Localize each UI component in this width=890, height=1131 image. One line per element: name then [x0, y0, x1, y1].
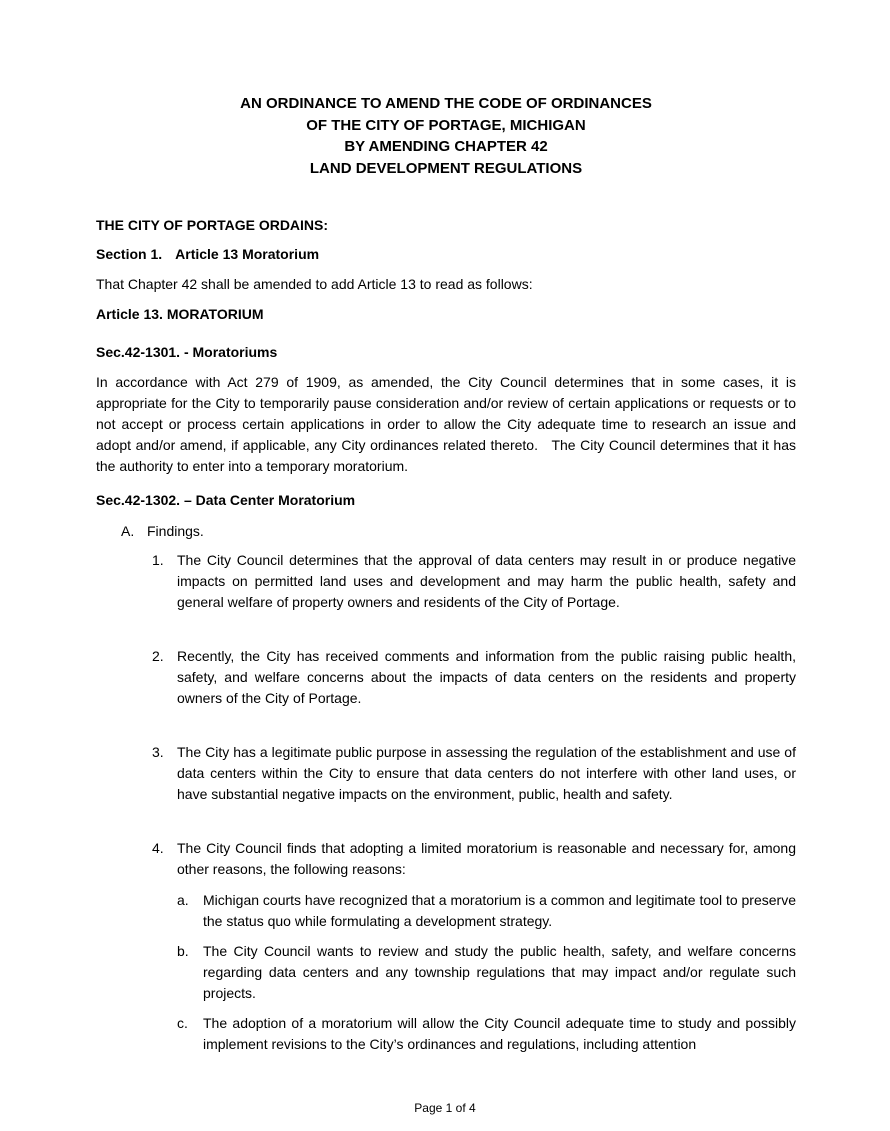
- lettered-item-b: [96, 941, 796, 1004]
- title-line-1: AN ORDINANCE TO AMEND THE CODE OF ORDINANCES: [240, 95, 652, 112]
- item-text: The City has a legitimate public purpose in assessing the regulation of the establishment and use of data centers within the City to ensure that data centers do not interfere with other land uses, or have substantial negative impacts on the environment, public, health and safety.: [177, 744, 796, 802]
- intro-paragraph: That Chapter 42 shall be amended to add Article 13 to read as follows:: [96, 276, 533, 292]
- numbered-item-2: [96, 646, 796, 709]
- lettered-item-c: [96, 1013, 796, 1055]
- lettered-item-a: [96, 890, 796, 932]
- title-line-3: BY AMENDING CHAPTER 42: [344, 138, 548, 155]
- item-number: 1.: [152, 552, 164, 568]
- sec-42-1302-heading: Sec.42-1302. – Data Center Moratorium: [96, 492, 356, 508]
- item-number: 3.: [152, 744, 164, 760]
- article-13-heading: Article 13. MORATORIUM: [96, 306, 264, 322]
- document-content: [96, 93, 796, 1055]
- page-footer: [0, 1101, 890, 1115]
- title-line-4: LAND DEVELOPMENT REGULATIONS: [309, 159, 583, 177]
- item-number: 2.: [152, 648, 164, 664]
- item-letter: c.: [177, 1015, 188, 1031]
- item-text: Recently, the City has received comments and information from the public raising public health, safety, and welfare concerns about the impacts of data centers on the residents and property owners of the City of Portage.: [177, 648, 796, 706]
- item-letter: b.: [177, 943, 189, 959]
- numbered-item-4: [96, 838, 796, 880]
- sec-42-1301-body: In accordance with Act 279 of 1909, as amended, the City Council determines that in some cases, it is appropriate for the City to temporarily pause consideration and/or review of certain applications or requests or to not accept or process certain applications in order to allow the City adequate time to research an issue and adopt and/or amend, if applicable, any City ordinances related thereto. The City Council determines that it has the authority to enter into a temporary moratorium.: [96, 374, 796, 474]
- item-number: 4.: [152, 840, 164, 856]
- title-line-2: OF THE CITY OF PORTAGE, MICHIGAN: [306, 116, 586, 134]
- page-number: Page 1 of 4: [414, 1101, 476, 1115]
- ordains-heading: THE CITY OF PORTAGE ORDAINS:: [96, 217, 329, 233]
- item-text: The City Council determines that the approval of data centers may result in or produce negative impacts on permitted land uses and development and may harm the public health, safety and general welfare of property owners and residents of the City of Portage.: [177, 552, 796, 610]
- section-1-heading: [96, 244, 796, 265]
- findings-marker: A.: [121, 523, 135, 539]
- item-text: The adoption of a moratorium will allow the City Council adequate time to study and possibly implement revisions to the City’s ordinances and regulations, including attention: [203, 1015, 796, 1052]
- section-1-title: Article 13 Moratorium: [175, 246, 320, 262]
- sec-42-1301-heading: Sec.42-1301. - Moratoriums: [96, 344, 278, 360]
- numbered-item-3: [96, 742, 796, 805]
- section-1-label: Section 1.: [96, 246, 163, 262]
- item-text: The City Council wants to review and study the public health, safety, and welfare concerns regarding data centers and any township regulations that may impact and/or regulate such projects.: [203, 943, 796, 1001]
- findings-item: [96, 521, 796, 542]
- findings-label: Findings.: [147, 523, 204, 539]
- ordinance-title: [96, 93, 796, 179]
- item-text: Michigan courts have recognized that a moratorium is a common and legitimate tool to preserve the status quo while formulating a development strategy.: [203, 892, 796, 929]
- item-text: The City Council finds that adopting a limited moratorium is reasonable and necessary for, among other reasons, the following reasons:: [177, 840, 796, 877]
- item-letter: a.: [177, 892, 189, 908]
- numbered-item-1: [96, 550, 796, 613]
